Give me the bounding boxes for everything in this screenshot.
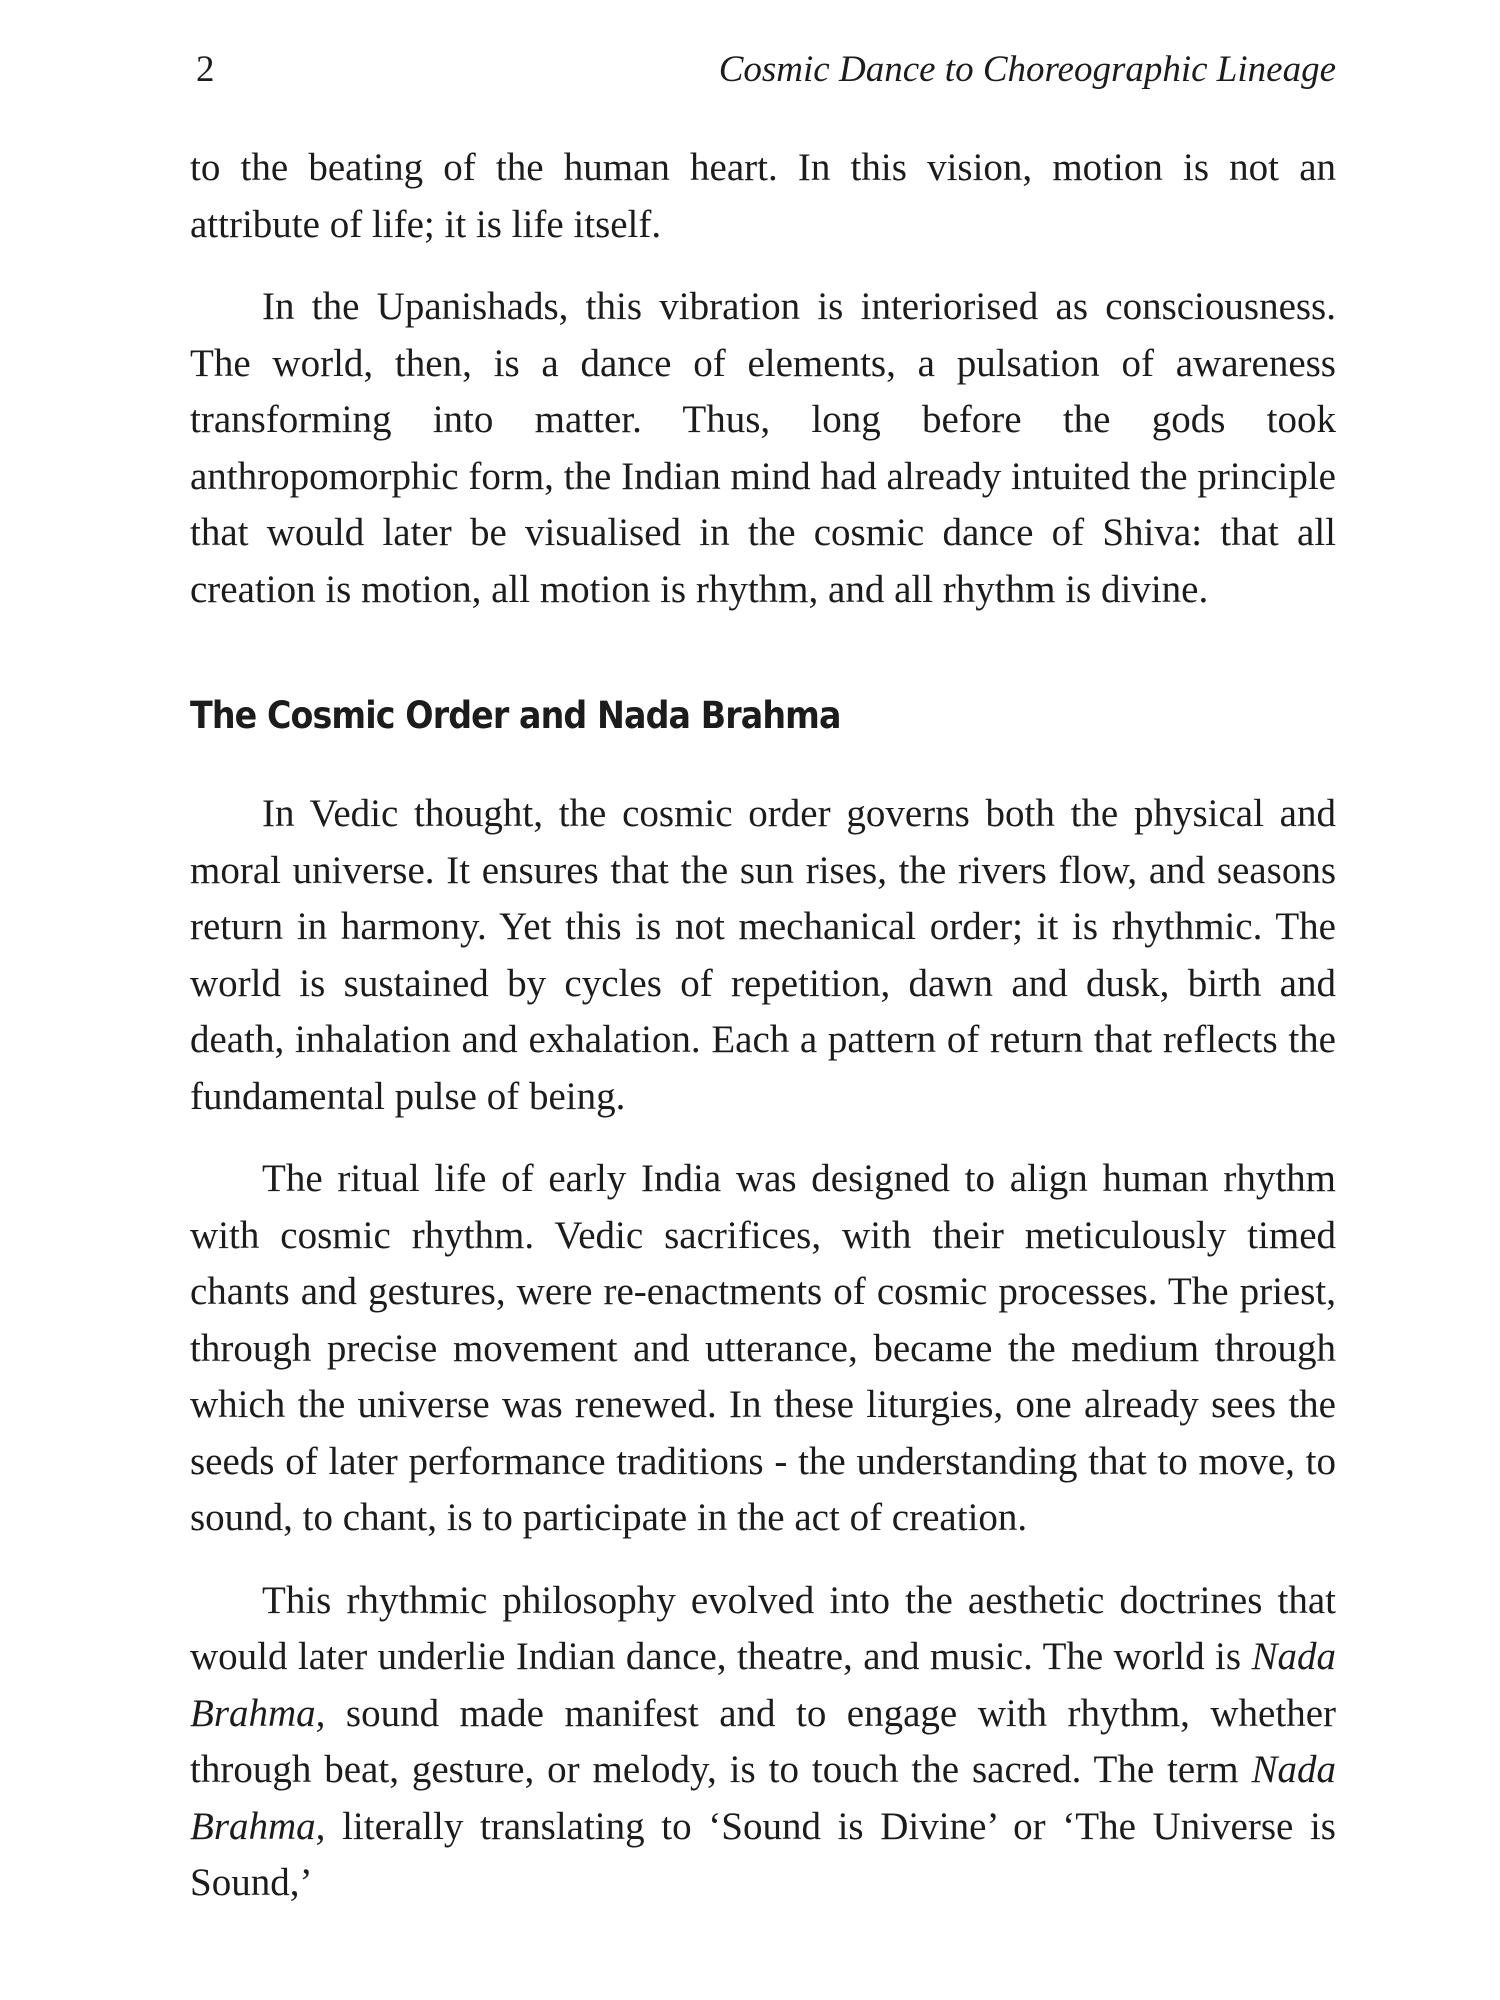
section-heading: The Cosmic Order and Nada Brahma	[190, 694, 841, 737]
page-number: 2	[196, 49, 215, 90]
paragraph-continuation: to the beating of the human heart. In this vision, motion is not an attribute of life; it is life itself.	[190, 146, 1336, 246]
paragraph-vedic-thought: In Vedic thought, the cosmic order governs both the physical and moral universe. It ensures that the sun rises, the rivers flow, and seasons return in harmony. Yet this is not mechanical order; it is rhythmic. The world is sustained by cycles of repetition, dawn and dusk, birth and death, inhalation and exhalation. Each a pattern of return that reflects the fundamental pulse of being.	[190, 792, 1336, 1118]
paragraph-text-part: This rhythmic philosophy evolved into the aesthetic doctrines that would later underlie Indian dance, theatre, and music. The world is	[190, 1578, 1336, 1678]
italic-term: Nada Brahma,	[190, 1635, 1336, 1735]
paragraph-ritual-life: The ritual life of early India was designed to align human rhythm with cosmic rhythm. Vedic sacrifices, with their meticulously timed chants and gestures, were re-enactments of cosmic processes. The priest, through precise movement and utterance, became the medium through which the universe was renewed. In these liturgies, one already sees the seeds of later performance traditions - the understanding that to move, to sound, to chant, is to participate in the act of creation.	[190, 1157, 1336, 1539]
paragraph-upanishads: In the Upanishads, this vibration is interiorised as consciousness. The world, then, is a dance of elements, a pulsation of awareness transforming into matter. Thus, long before the gods took anthropomorphic form, the Indian mind had already intuited the principle that would later be visualised in the cosmic dance of Shiva: that all creation is motion, all motion is rhythm, and all rhythm is divine.	[190, 285, 1336, 611]
body-text	[190, 140, 1336, 1912]
running-title: Cosmic Dance to Choreographic Lineage	[718, 49, 1336, 90]
paragraph-rhythmic-philosophy	[190, 1573, 1336, 1912]
italic-term: Nada Brahma,	[190, 1748, 1336, 1848]
running-head	[196, 42, 1336, 98]
paragraph-text-part: sound made manifest and to engage with rhythm, whether through beat, gesture, or melody, is to touch the sacred. The term	[190, 1691, 1336, 1791]
paragraph-text-part: literally translating to ‘Sound is Divine’ or ‘The Universe is Sound,’	[190, 1804, 1336, 1904]
